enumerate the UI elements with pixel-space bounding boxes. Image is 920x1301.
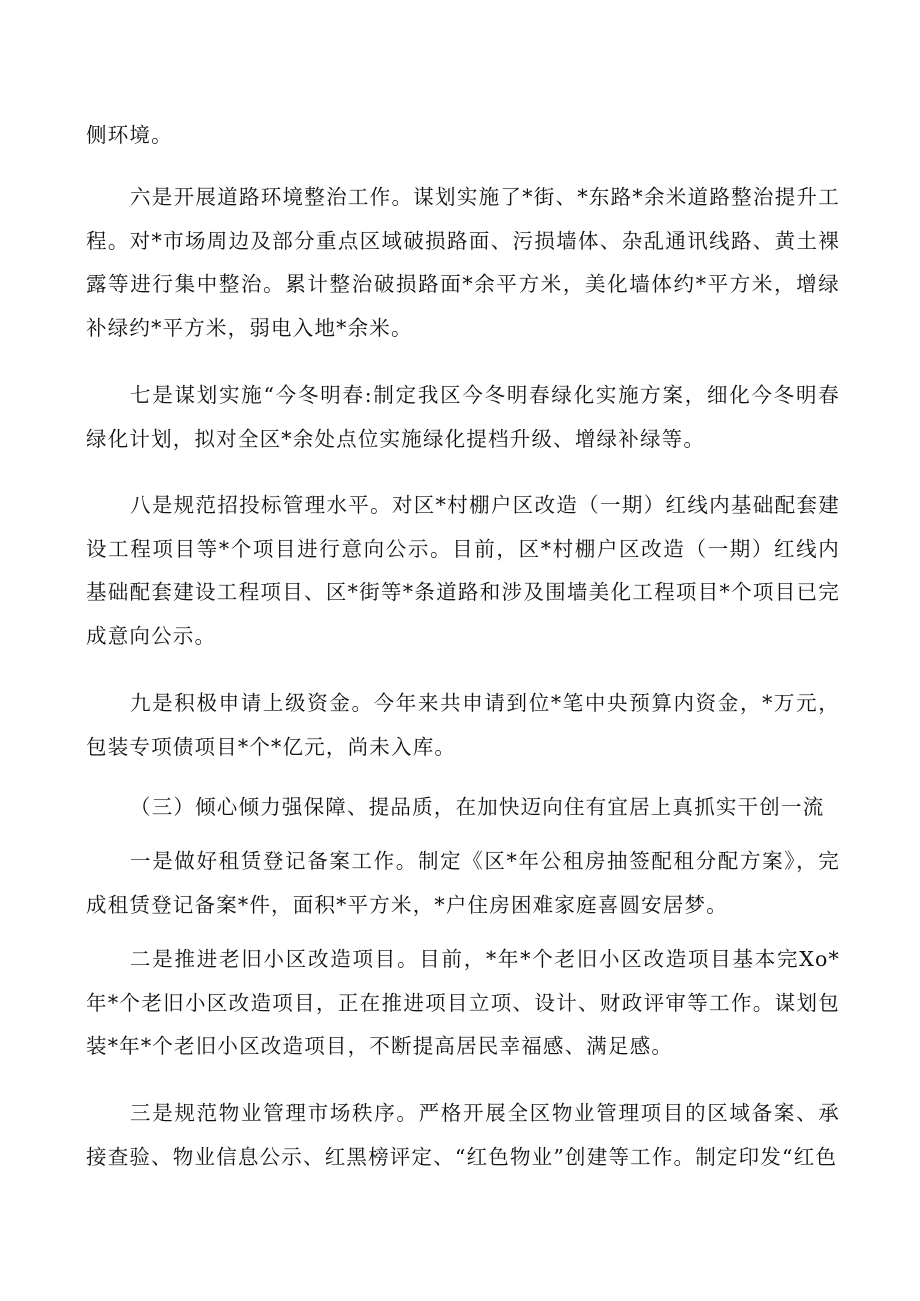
paragraph-rental-registration: 一是做好租赁登记备案工作。制定《区*年公租房抽签配租分配方案》，完成租赁登记备案*件，面积*平方米，*户住房困难家庭喜圆安居梦。	[86, 849, 840, 917]
paragraph-bidding-management: 八是规范招投标管理水平。对区*村棚户区改造（一期）红线内基础配套建设工程项目等*个项目进行意向公示。目前，区*村棚户区改造（一期）红线内基础配套建设工程项目、区*街等*条道路和涉及围墙美化工程项目*个项目已完成意向公示。	[86, 493, 840, 648]
paragraph-property-management: 三是规范物业管理市场秩序。严格开展全区物业管理项目的区域备案、承接查验、物业信息公示、红黑榜评定、“红色物业”创建等工作。制定印发“红色	[86, 1101, 840, 1169]
paragraph-old-community-renovation: 二是推进老旧小区改造项目。目前，*年*个老旧小区改造项目基本完Xo*年*个老旧小区改造项目，正在推进项目立项、设计、财政评审等工作。谋划包装*年*个老旧小区改造项目，不断提高居民幸福感、满足感。	[86, 947, 840, 1058]
paragraph-funding: 九是积极申请上级资金。今年来共申请到位*笔中央预算内资金，*万元，包装专项债项目*个*亿元，尚未入库。	[86, 691, 840, 759]
paragraph-greening-plan: 七是谋划实施“今冬明春:制定我区今冬明春绿化实施方案，细化今冬明春绿化计划，拟对全区*余处点位实施绿化提档升级、增绿补绿等。	[86, 383, 840, 451]
paragraph-road-environment: 六是开展道路环境整治工作。谋划实施了*街、*东路*余米道路整治提升工程。对*市场周边及部分重点区域破损路面、污损墙体、杂乱通讯线路、黄土裸露等进行集中整治。累计整治破损路面*余平方米，美化墙体约*平方米，增绿补绿约*平方米，弱电入地*余米。	[86, 185, 840, 340]
section-heading-3: （三）倾心倾力强保障、提品质，在加快迈向住有宜居上真抓实干创一流	[130, 795, 825, 819]
paragraph-continuation: 侧环境。	[86, 123, 173, 147]
